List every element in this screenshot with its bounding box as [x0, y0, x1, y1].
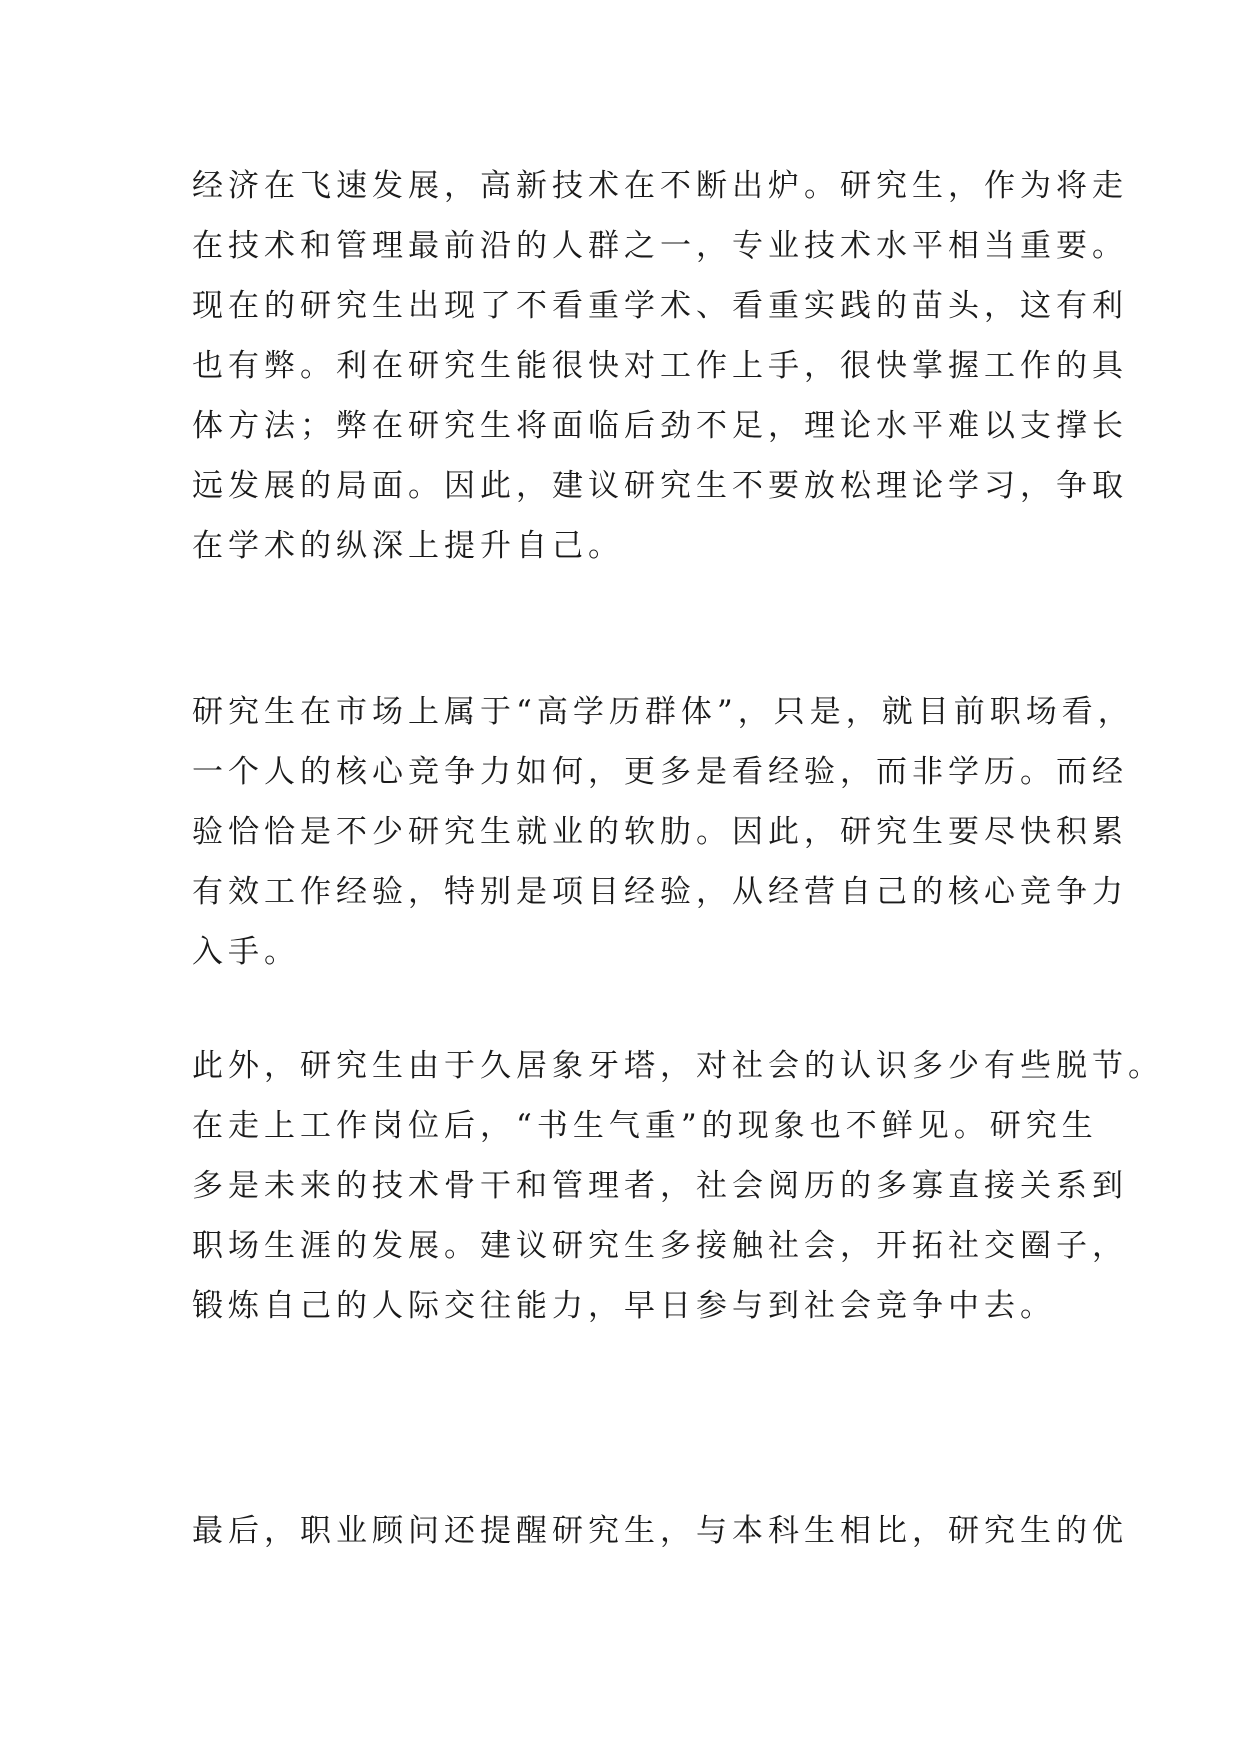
paragraph-line: 也有弊。利在研究生能很快对工作上手，很快掌握工作的具: [192, 348, 1128, 384]
paragraph-line: 最后，职业顾问还提醒研究生，与本科生相比，研究生的优: [192, 1513, 1128, 1549]
paragraph-line: 职场生涯的发展。建议研究生多接触社会，开拓社交圈子，: [192, 1228, 1128, 1264]
paragraph-line: 体方法；弊在研究生将面临后劲不足，理论水平难以支撑长: [192, 408, 1128, 444]
paragraph-1: [192, 156, 1128, 576]
paragraph-line: 有效工作经验，特别是项目经验，从经营自己的核心竞争力: [192, 874, 1128, 910]
paragraph-line: 一个人的核心竞争力如何，更多是看经验，而非学历。而经: [192, 754, 1128, 790]
paragraph-line: 现在的研究生出现了不看重学术、看重实践的苗头，这有利: [192, 288, 1128, 324]
paragraph-line: 在技术和管理最前沿的人群之一，专业技术水平相当重要。: [192, 228, 1128, 264]
paragraph-line: 远发展的局面。因此，建议研究生不要放松理论学习，争取: [192, 468, 1128, 504]
paragraph-line: 研究生在市场上属于“高学历群体”，只是，就目前职场看，: [192, 694, 1134, 730]
paragraph-line: 多是未来的技术骨干和管理者，社会阅历的多寡直接关系到: [192, 1168, 1128, 1204]
paragraph-line: 在学术的纵深上提升自己。: [192, 528, 624, 564]
paragraph-line: 在走上工作岗位后，“书生气重”的现象也不鲜见。研究生: [192, 1108, 1098, 1144]
paragraph-line: 验恰恰是不少研究生就业的软肋。因此，研究生要尽快积累: [192, 814, 1128, 850]
paragraph-line: 入手。: [192, 934, 300, 970]
paragraph-line: 经济在飞速发展，高新技术在不断出炉。研究生，作为将走: [192, 168, 1128, 204]
paragraph-line: 锻炼自己的人际交往能力，早日参与到社会竞争中去。: [192, 1288, 1056, 1324]
paragraph-4: [192, 1501, 1128, 1561]
paragraph-3: [192, 1036, 1164, 1336]
paragraph-line: 此外，研究生由于久居象牙塔，对社会的认识多少有些脱节。: [192, 1048, 1164, 1084]
paragraph-2: [192, 682, 1134, 982]
